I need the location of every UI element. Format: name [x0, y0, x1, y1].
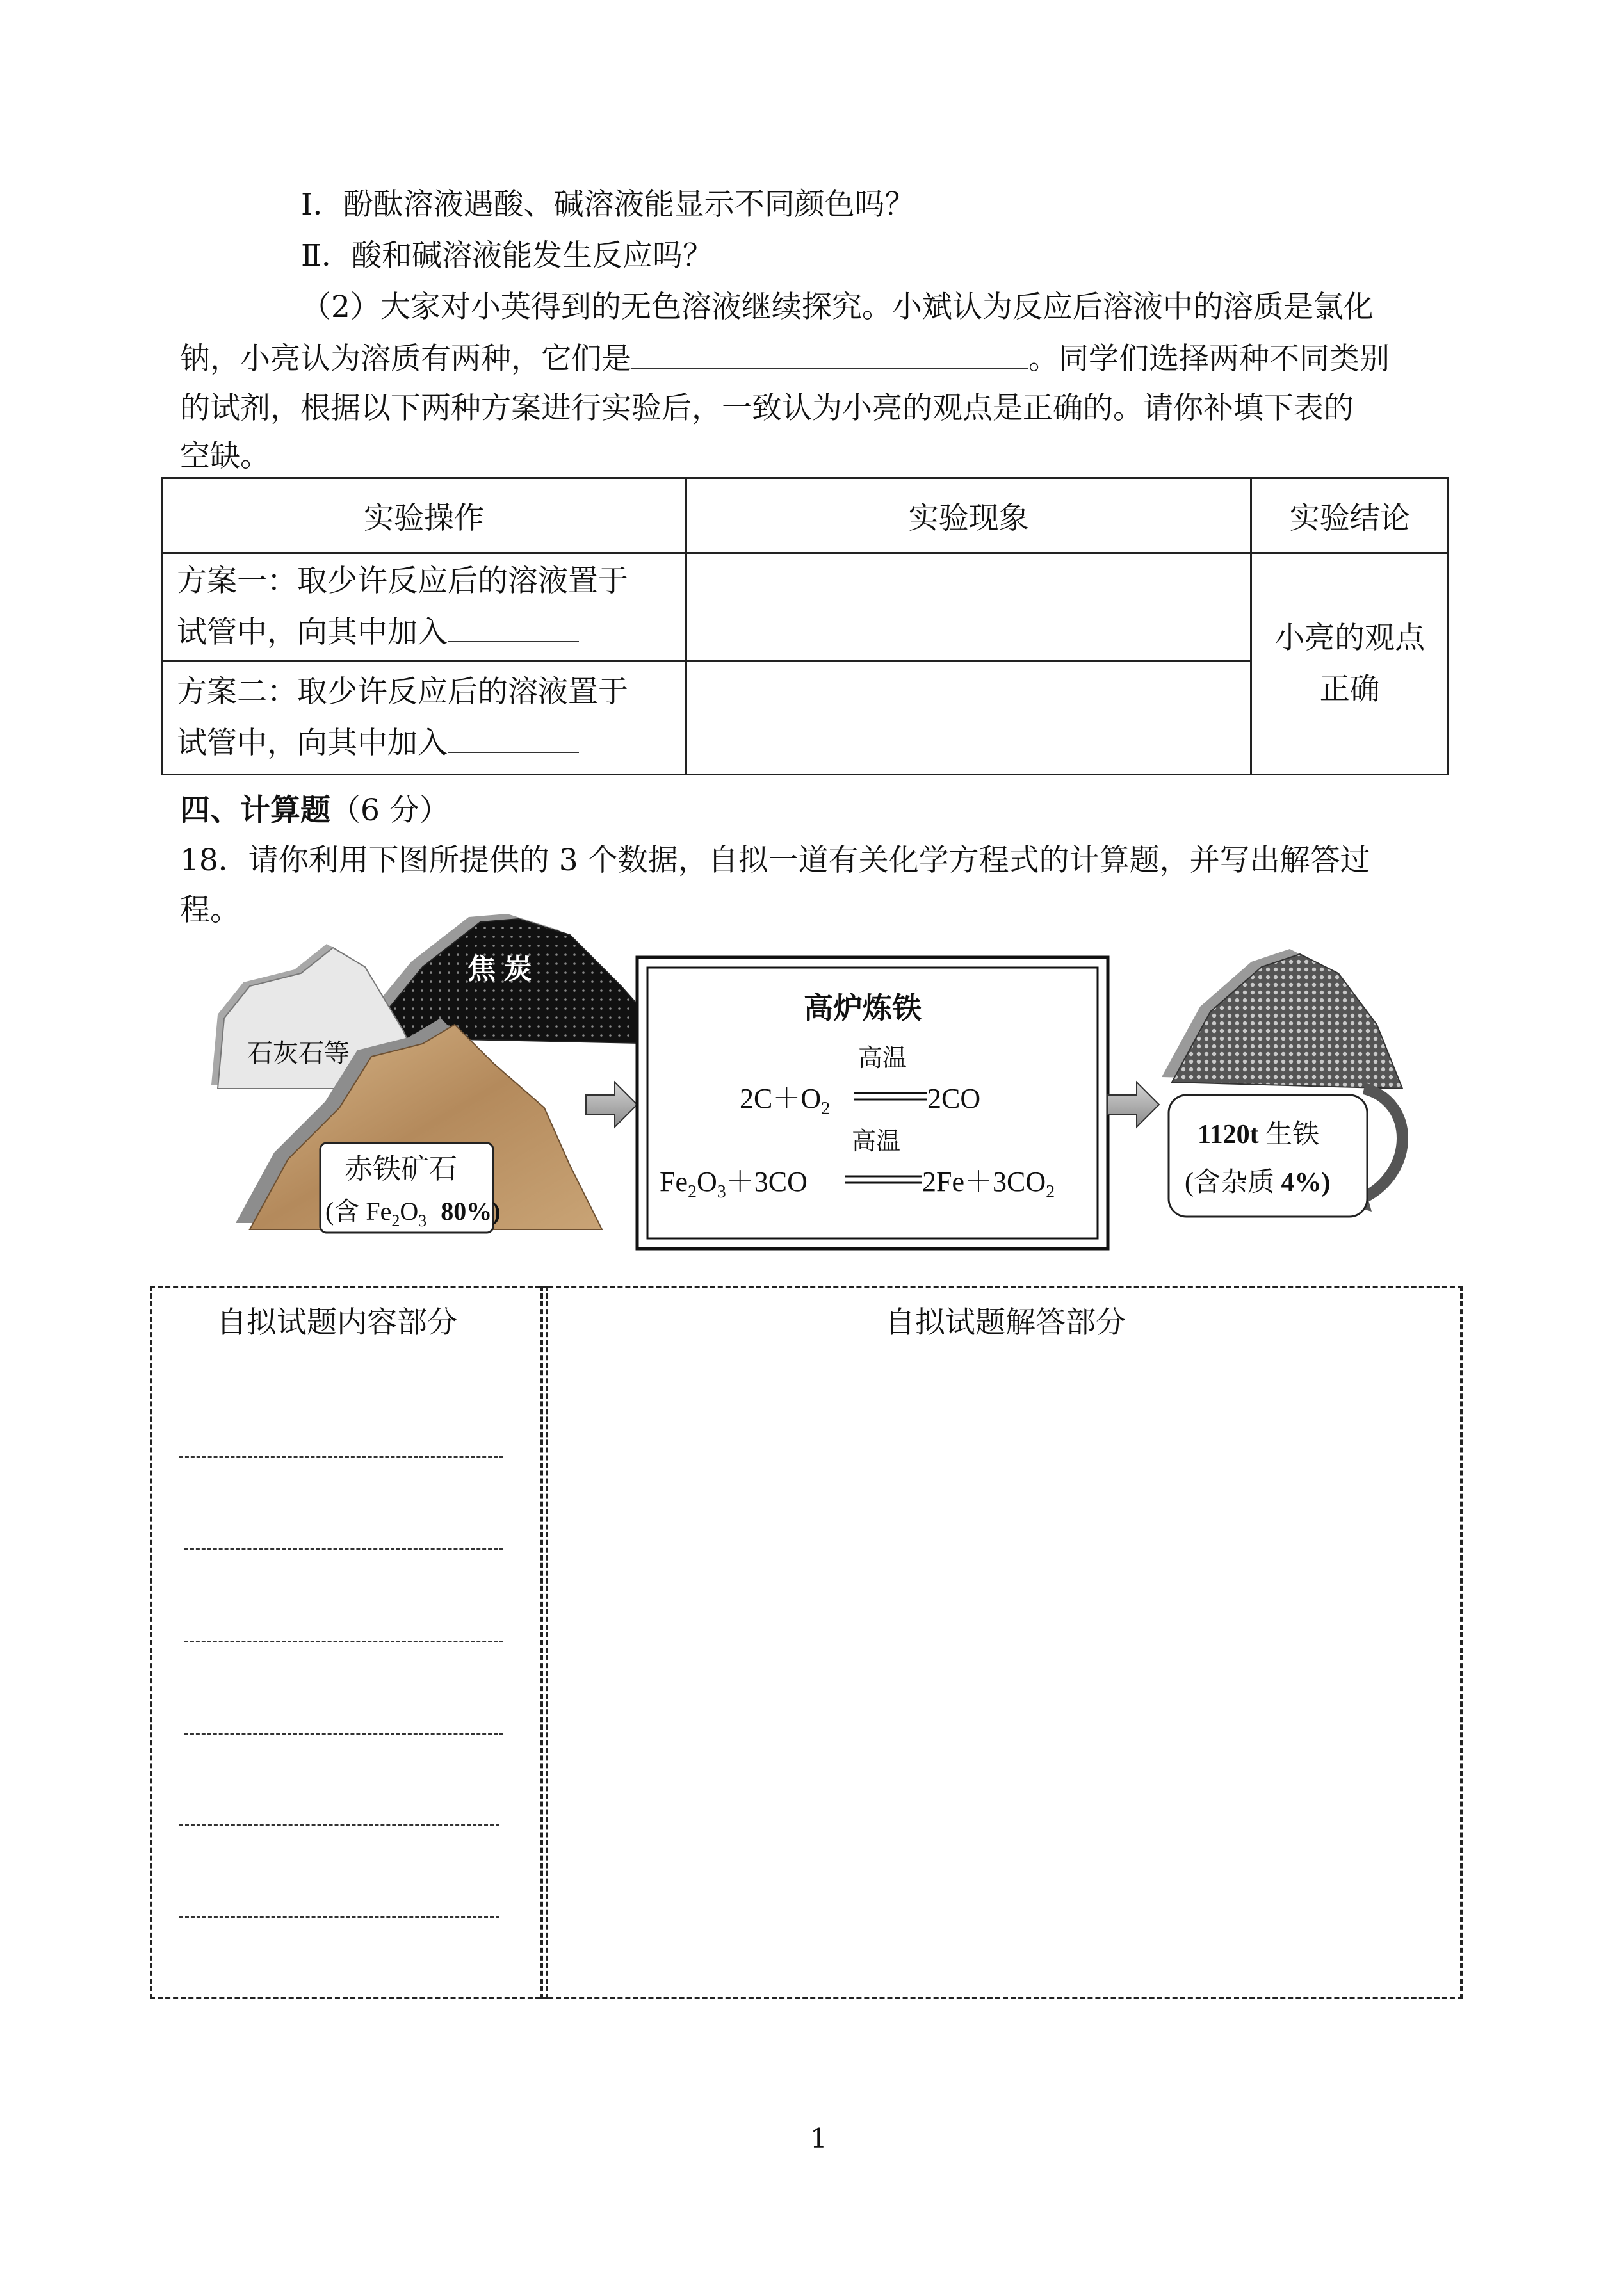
plan-2-operation [162, 661, 686, 775]
product-line-2: (含杂质 4%) [1185, 1168, 1331, 1197]
writing-line[interactable] [184, 1733, 503, 1735]
arrow-to-product-icon [1108, 1082, 1159, 1127]
coke-label: 焦 炭 [467, 953, 532, 985]
limestone-label: 石灰石等 [247, 1039, 350, 1067]
question-i: Ⅰ．酚酞溶液遇酸、碱溶液能显示不同颜色吗？ [301, 187, 915, 222]
curved-arrow-icon [1364, 1089, 1402, 1197]
plan-2-phenomenon-cell[interactable] [686, 661, 1251, 775]
plan-1-line-1: 方案一：取少许反应后的溶液置于 [177, 564, 628, 599]
writing-line[interactable] [179, 1824, 499, 1826]
plan-2-line-2-text: 试管中，向其中加入 [177, 726, 448, 761]
plan-1-phenomenon-cell[interactable] [686, 553, 1251, 661]
experiment-table [161, 477, 1449, 775]
equation-1-left: $2C+O_2$ [740, 1083, 831, 1119]
product-line-1: 1120t 生铁 [1198, 1120, 1320, 1149]
paragraph-2-line-4: 空缺。 [180, 439, 270, 474]
plan-1-line-2-text: 试管中，向其中加入 [177, 615, 448, 650]
writing-line[interactable] [179, 1916, 499, 1918]
paragraph-2-line-3: 的试剂，根据以下两种方案进行实验后，一致认为小亮的观点是正确的。请你补填下表的 [180, 391, 1354, 426]
question-content-area[interactable] [150, 1286, 548, 1999]
paragraph-2-line-2-start: 钠，小亮认为溶质有两种，它们是 [180, 341, 631, 377]
answer-blank-solutes[interactable] [631, 339, 1028, 369]
ore-content: (含 $Fe_2O_3$ 80%) [325, 1197, 501, 1230]
header-conclusion: 实验结论 [1251, 478, 1449, 553]
ore-label: 赤铁矿石 [345, 1153, 457, 1185]
conclusion-line-2: 正确 [1319, 671, 1380, 707]
condition-2: 高温 [852, 1127, 901, 1155]
writing-line[interactable] [179, 1456, 503, 1458]
writing-line[interactable] [184, 1641, 503, 1642]
table-row [162, 553, 1449, 661]
coke-pile [353, 914, 672, 1044]
furnace-title: 高炉炼铁 [804, 991, 922, 1025]
section-4-title: 四、计算题 [180, 793, 330, 828]
table-header-row [162, 478, 1449, 553]
plan-2-line-1: 方案二：取少许反应后的溶液置于 [177, 674, 628, 710]
header-phenomenon: 实验现象 [686, 478, 1251, 553]
equation-1-right: 2CO [927, 1083, 981, 1114]
answer-solution-title: 自拟试题解答部分 [885, 1305, 1126, 1340]
paragraph-2-line-1: （2）大家对小英得到的无色溶液继续探究。小斌认为反应后溶液中的溶质是氯化 [301, 289, 1374, 325]
header-operation: 实验操作 [162, 478, 686, 553]
plan-2-line-2 [177, 718, 671, 769]
furnace-box [637, 957, 1108, 1249]
conclusion-cell [1251, 553, 1449, 775]
section-4-heading [180, 791, 450, 830]
equation-2-left: $Fe_2O_3+3CO$ [660, 1166, 808, 1202]
plan-1-line-2 [177, 607, 671, 658]
page-number: 1 [810, 2123, 827, 2154]
pig-iron-pile [1162, 949, 1402, 1217]
product-label-box [1169, 1095, 1367, 1217]
answer-solution-area[interactable] [540, 1286, 1463, 1999]
paragraph-2-line-2 [180, 339, 1390, 378]
writing-line[interactable] [184, 1548, 503, 1550]
blast-furnace-figure [211, 896, 1441, 1268]
question-18-line-1: 18．请你利用下图所提供的 3 个数据，自拟一道有关化学方程式的计算题，并写出解答过 [180, 843, 1370, 878]
plan-1-reagent-blank[interactable] [448, 613, 579, 642]
conclusion-line-1: 小亮的观点 [1274, 620, 1425, 656]
question-ii: Ⅱ．酸和碱溶液能发生反应吗？ [301, 238, 713, 273]
equation-2-right: $2Fe+3CO_2$ [922, 1166, 1055, 1202]
paragraph-2-line-2-end: 。同学们选择两种不同类别 [1028, 341, 1390, 377]
plan-1-operation [162, 553, 686, 661]
question-18-line-2: 程。 [180, 893, 240, 928]
question-content-title: 自拟试题内容部分 [216, 1305, 457, 1340]
arrow-to-furnace-icon [586, 1082, 637, 1127]
condition-1: 高温 [858, 1044, 907, 1072]
plan-2-reagent-blank[interactable] [448, 724, 579, 753]
section-4-score: （6 分） [330, 793, 450, 828]
